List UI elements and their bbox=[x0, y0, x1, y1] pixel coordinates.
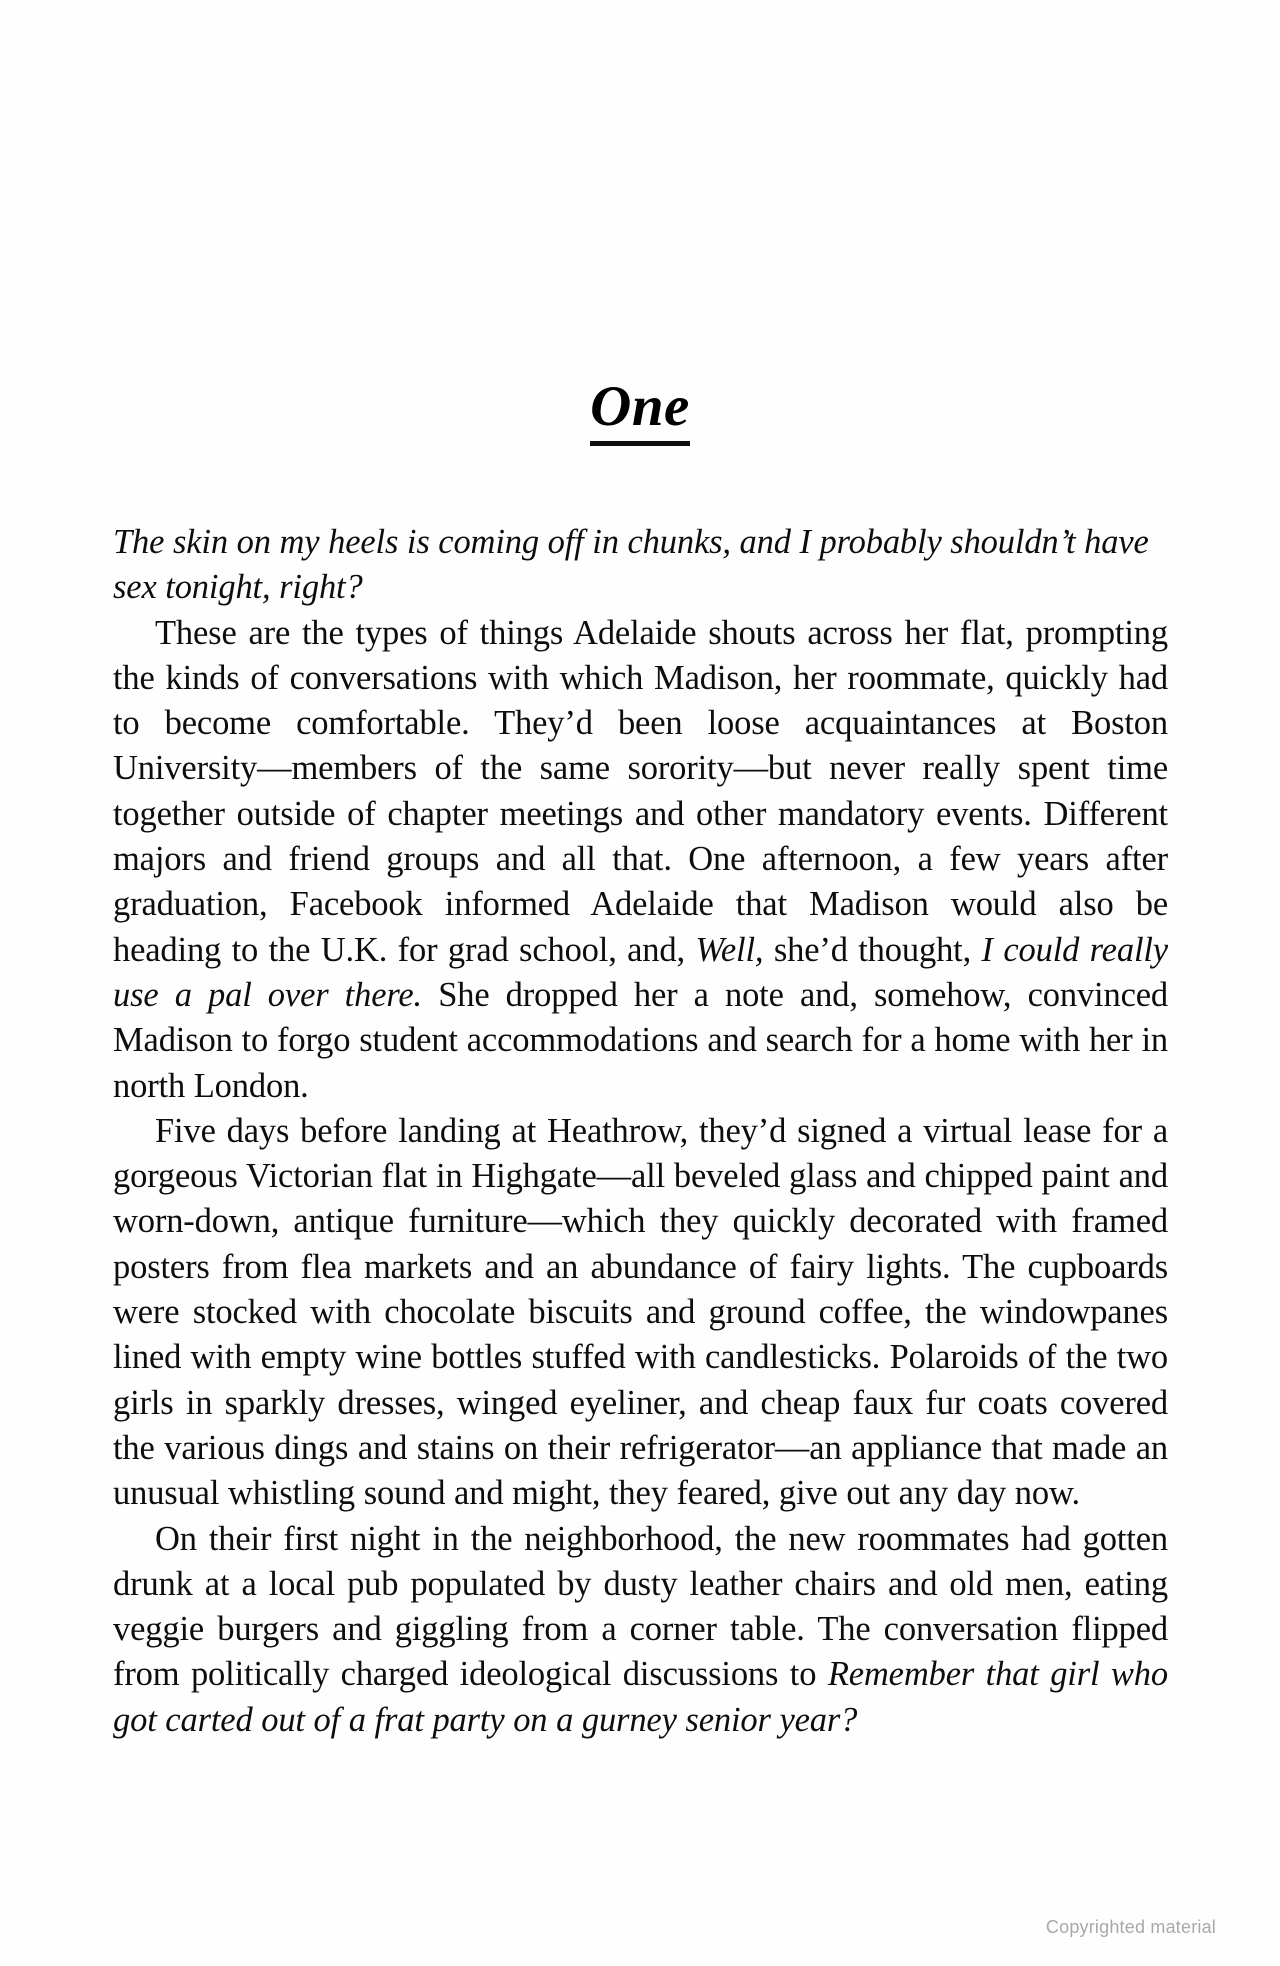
paragraph-one bbox=[113, 611, 1168, 1109]
paragraph-one-part-c: She dropped her a note and, somehow, convinced Madison to forgo student accommodations and search for a home with her in north London. bbox=[113, 975, 1169, 1105]
body-text-column bbox=[113, 520, 1168, 1743]
chapter-title-container bbox=[0, 340, 1280, 484]
paragraph-one-italic-thought: I could really use a pal over there. bbox=[113, 930, 1168, 1014]
epigraph-paragraph: The skin on my heels is coming off in chunks, and I probably shouldn’t have sex tonight, right? bbox=[113, 523, 1149, 607]
copyright-watermark: Copyrighted material bbox=[1045, 1917, 1216, 1937]
paragraph-one-italic-well: Well, bbox=[695, 930, 764, 969]
paragraph-three bbox=[113, 1517, 1168, 1743]
paragraph-two: Five days before landing at Heathrow, they’d signed a virtual lease for a gorgeous Victorian flat in Highgate—all beveled glass and chipped paint and worn-down, antique furniture—which they quickly decorated with framed posters from flea markets and an abundance of fairy lights. The cupboards were stocked with chocolate biscuits and ground coffee, the windowpanes lined with empty wine bottles stuffed with candlesticks. Polaroids of the two girls in sparkly dresses, winged eyeliner, and cheap faux fur coats covered the various dings and stains on their refrigerator—an appliance that made an unusual whistling sound and might, they feared, give out any day now. bbox=[113, 1111, 1168, 1513]
paragraph-three-part-a: On their first night in the neighborhood, the new roommates had gotten drunk at a local pub populated by dusty leather chairs and old men, eating veggie burgers and giggling from a corner table. The conversation flipped from politically charged ideological discussions to bbox=[113, 1519, 1168, 1694]
chapter-title: One bbox=[590, 378, 690, 446]
paragraph-three-italic-quote: Remember that girl who got carted out of a frat party on a gurney senior year? bbox=[113, 1655, 1168, 1739]
paragraph-one-part-a: These are the types of things Adelaide shouts across her flat, prompting the kinds of conversations with which Madison, her roommate, quickly had to become comfortable. They’d been loose acquaintances at Boston University—members of the same sorority—but never really spent time together outside of chapter meetings and other mandatory events. Different majors and friend groups and all that. One afternoon, a few years after graduation, Facebook informed Adelaide that Madison would also be heading to the U.K. for grad school, and, bbox=[113, 613, 1168, 969]
paragraph-one-part-b: she’d thought, bbox=[763, 930, 982, 969]
